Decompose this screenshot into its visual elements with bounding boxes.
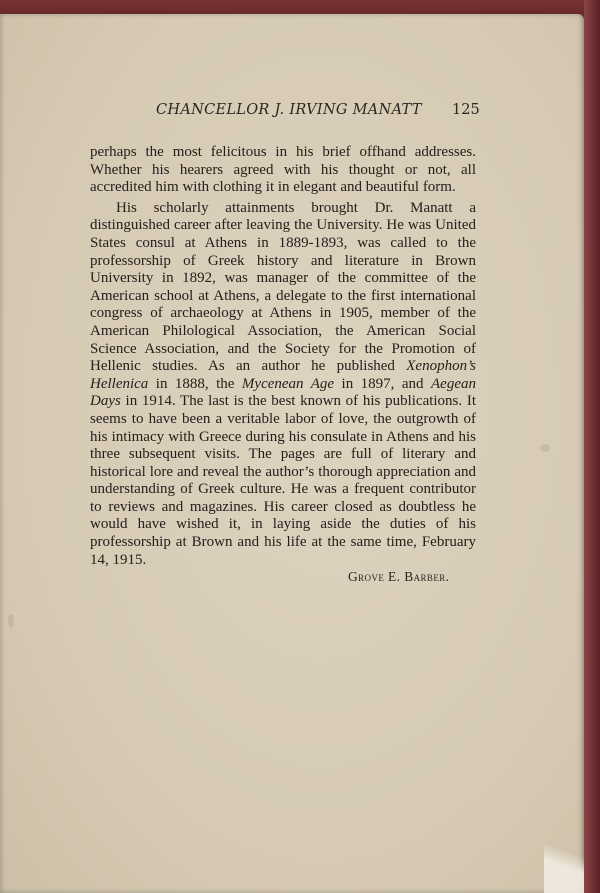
book-page bbox=[0, 14, 584, 893]
author-signature: Grove E. Barber. bbox=[348, 569, 450, 584]
page-corner-wear bbox=[544, 823, 584, 893]
running-head: CHANCELLOR J. IRVING MANATT bbox=[156, 102, 422, 118]
page-number: 125 bbox=[452, 102, 480, 118]
paper-stain bbox=[8, 614, 14, 628]
text-run: His scholarly attainments brought Dr. Manatt a distinguished career after leaving the University. He was United States consul at Athens in 1889-1893, was called to the professorship of Greek history and literature in Brown University in 1892, was manager of the committee of the American school at Athens, a delegate to the first international congress of archaeology at Athens in 1905, member of the American Philological Association, the American Social Science Association, and the Society for the Promotion of Hellenic studies. As an author he published bbox=[90, 199, 476, 375]
text-run: in 1897, and bbox=[334, 375, 431, 392]
paper-stain bbox=[540, 444, 550, 452]
book-title-mycenean-age: Mycenean Age bbox=[241, 375, 335, 392]
book-title-xenophons-hellenica: Xenophon’s Hellenica bbox=[90, 358, 476, 392]
paragraph-1 bbox=[90, 144, 476, 197]
paragraph-2 bbox=[90, 200, 476, 569]
page-edge-shadow bbox=[580, 14, 584, 893]
text-run: perhaps the most felicitous in his brief offhand addresses. Whether his hearers agreed with his thought or not, all accredited him with clothing it in elegant and beautiful form. bbox=[90, 144, 476, 196]
text-run: in 1888, the bbox=[148, 375, 242, 392]
book-cover-right-edge bbox=[584, 0, 600, 893]
body-text bbox=[90, 144, 476, 569]
book-title-aegean-days: Aegean Days bbox=[90, 375, 476, 410]
text-run: in 1914. The last is the best known of his publications. It seems to have been a veritable labor of love, the outgrowth of his intimacy with Greece during his consulate in Athens and his three subsequent visits. The pages are full of literary and historical lore and reveal the author’s thorough appreciation and understanding of Greek culture. He was a frequent contributor to reviews and magazines. His career closed as doubtless he would have wished it, in laying aside the duties of his professorship at Brown and his life at the same time, February 14, 1915. bbox=[90, 393, 476, 568]
